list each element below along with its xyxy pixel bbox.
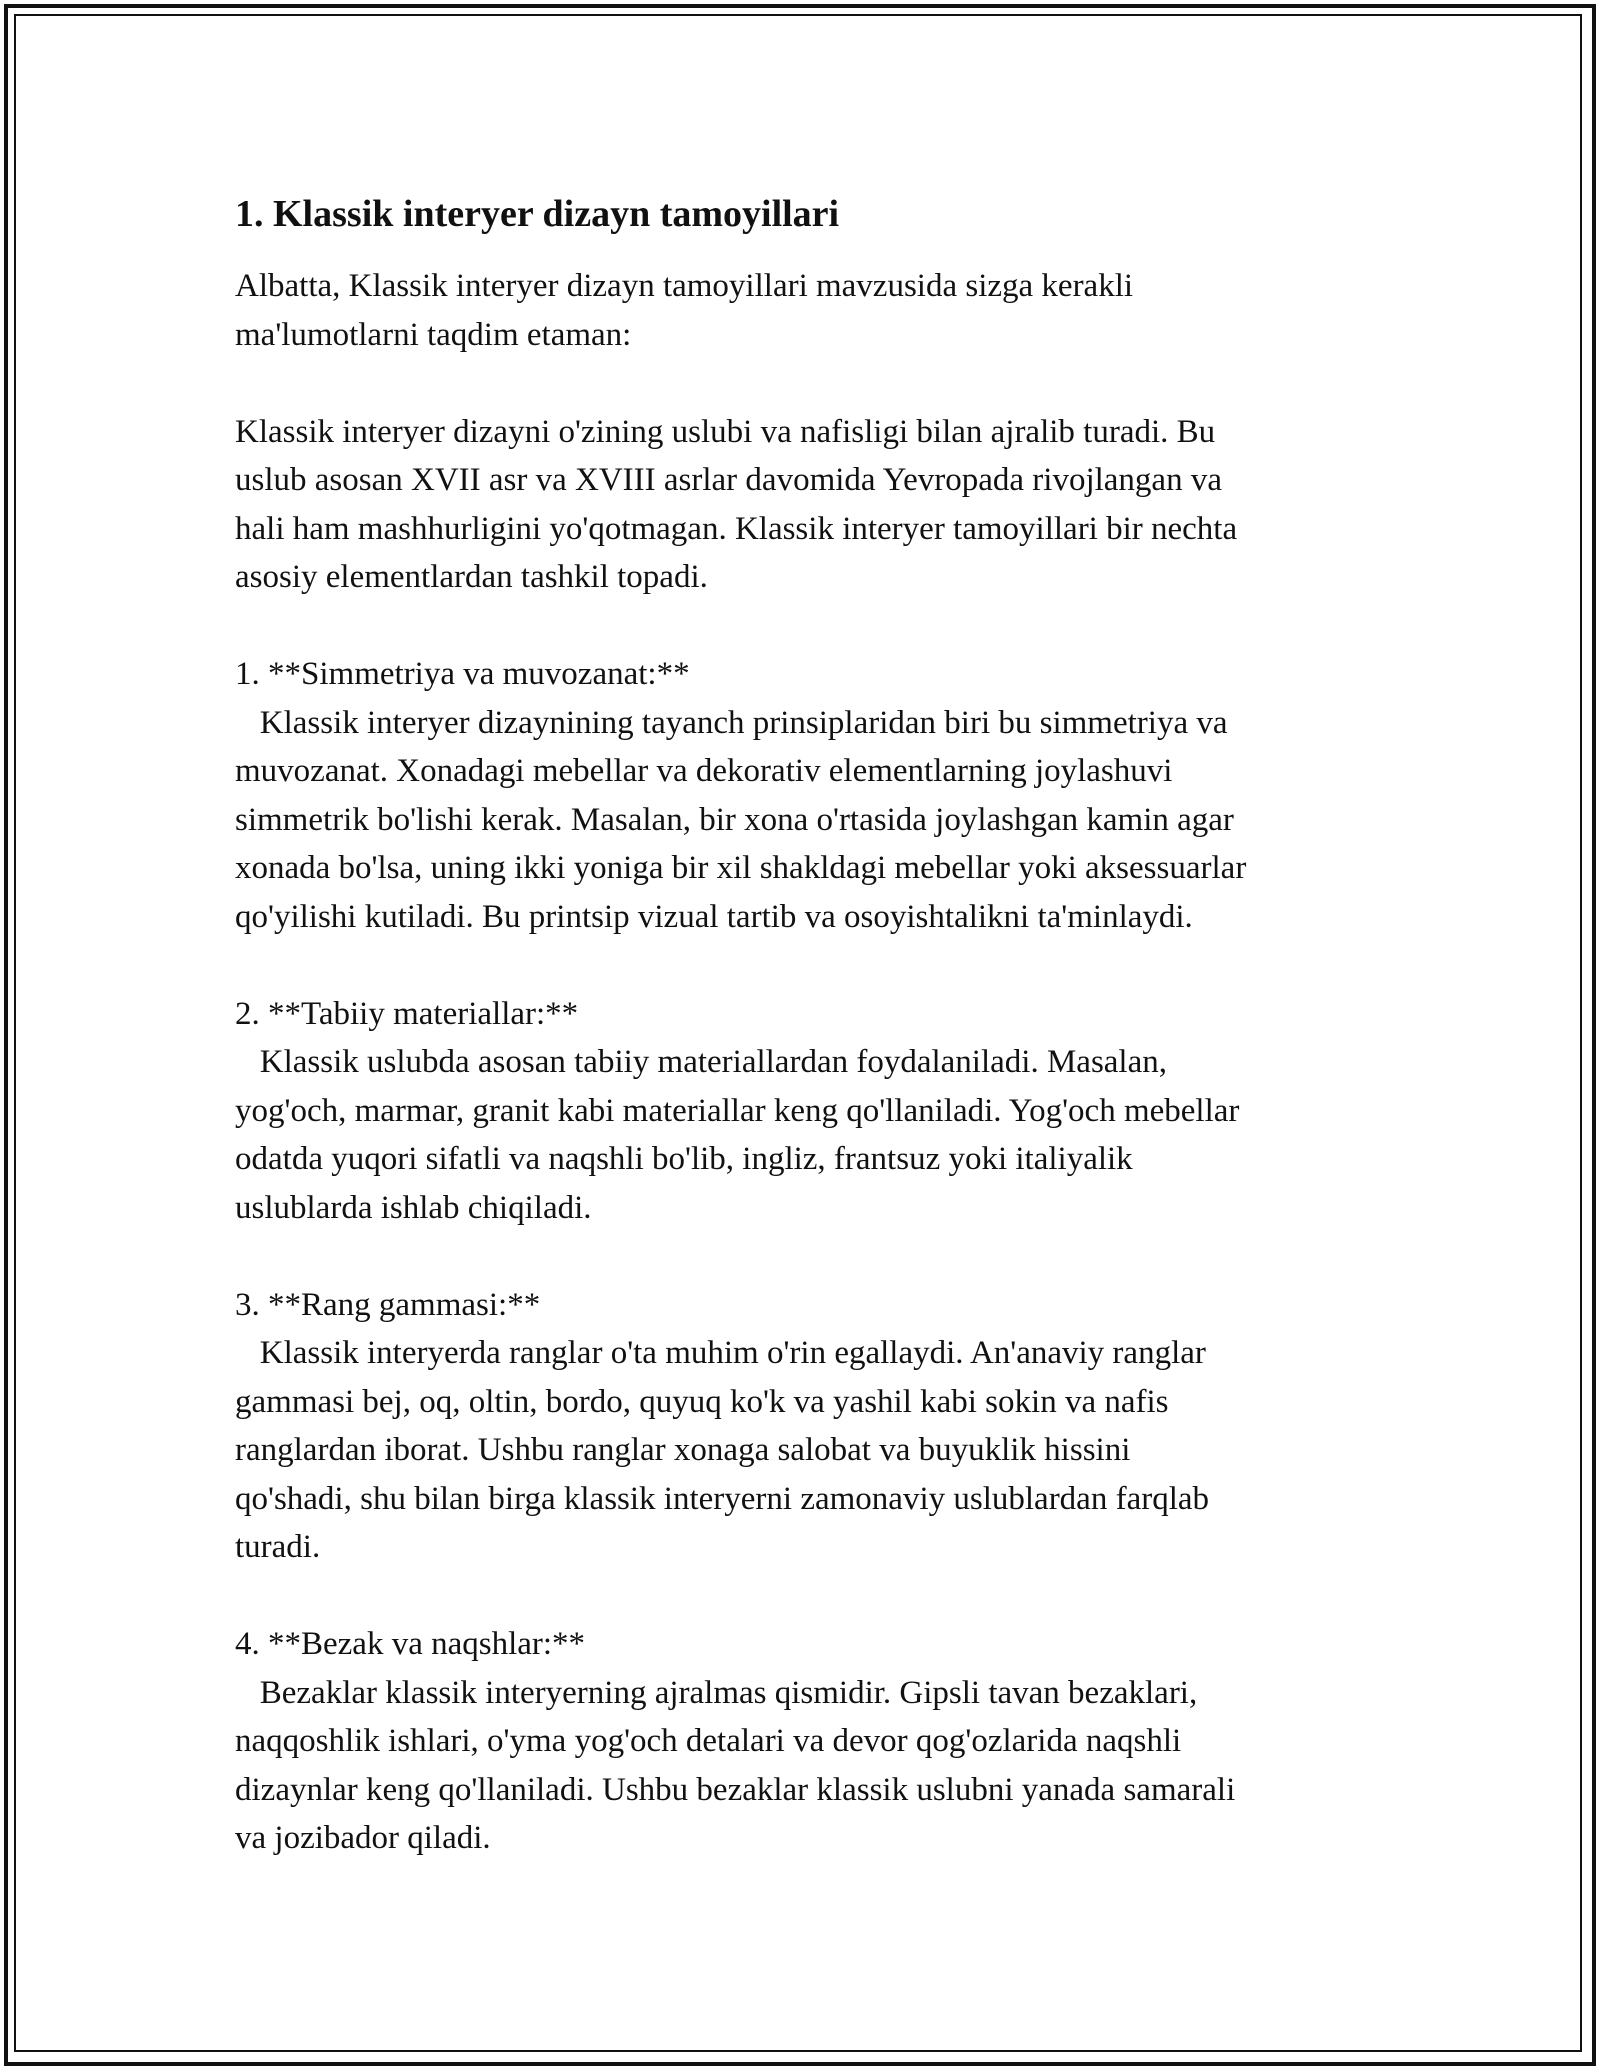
paragraph-spacer (235, 941, 1385, 990)
text-line: naqqoshlik ishlari, o'yma yog'och detalari va devor qog'ozlarida naqshli (235, 1723, 1182, 1759)
text-line: qo'shadi, shu bilan birga klassik interyerni zamonaviy uslublardan farqlab (235, 1480, 1210, 1517)
text-line: odatda yuqori sifatli va naqshli bo'lib, ingliz, frantsuz yoki italiyalik (235, 1141, 1133, 1177)
section-colors (235, 1281, 1385, 1572)
text-line: dizaynlar keng qo'llaniladi. Ushbu bezaklar klassik uslubni yanada samarali (235, 1771, 1236, 1808)
section-materials (235, 990, 1385, 1233)
text-line: Bezaklar klassik interyerning ajralmas qismidir. Gipsli tavan bezaklari, (235, 1674, 1198, 1711)
text-line: simmetrik bo'lishi kerak. Masalan, bir xona o'rtasida joylashgan kamin agar (235, 801, 1234, 838)
section-heading: 4. **Bezak va naqshlar:** (235, 1626, 586, 1662)
text-line: asosiy elementlardan tashkil topadi. (235, 559, 708, 595)
paragraph-spacer (235, 602, 1385, 651)
text-line: turadi. (235, 1529, 321, 1565)
document-title: 1. Klassik interyer dizayn tamoyillari (235, 193, 840, 235)
section-ornaments (235, 1620, 1385, 1863)
text-line: uslublarda ishlab chiqiladi. (235, 1189, 592, 1226)
text-line: Klassik interyer dizaynining tayanch prinsiplaridan biri bu simmetriya va (235, 704, 1228, 741)
text-line: qo'yilishi kutiladi. Bu printsip vizual tartib va osoyishtalikni ta'minlaydi. (235, 898, 1193, 935)
document-body (235, 188, 1385, 1863)
section-heading: 2. **Tabiiy materiallar:** (235, 995, 579, 1032)
paragraph-spacer (235, 1572, 1385, 1621)
text-line: yog'och, marmar, granit kabi materiallar keng qo'llaniladi. Yog'och mebellar (235, 1092, 1240, 1129)
section-heading: 1. **Simmetriya va muvozanat:** (235, 656, 690, 692)
section-heading: 3. **Rang gammasi:** (235, 1286, 541, 1323)
text-line: uslub asosan XVII asr va XVIII asrlar davomida Yevropada rivojlangan va (235, 462, 1222, 498)
text-line: ranglardan iborat. Ushbu ranglar xonaga salobat va buyuklik hissini (235, 1432, 1131, 1468)
text-line: Klassik uslubda asosan tabiiy materiallardan foydalaniladi. Masalan, (235, 1044, 1167, 1080)
text-line: gammasi bej, oq, oltin, bordo, quyuq ko'k va yashil kabi sokin va nafis (235, 1383, 1169, 1420)
text-line: Klassik interyer dizayni o'zining uslubi va nafisligi bilan ajralib turadi. Bu (235, 413, 1216, 450)
text-line: muvozanat. Xonadagi mebellar va dekorativ elementlarning joylashuvi (235, 753, 1173, 789)
text-line: xonada bo'lsa, uning ikki yoniga bir xil shakldagi mebellar yoki aksessuarlar (235, 850, 1247, 886)
section-symmetry (235, 650, 1385, 941)
text-line: ma'lumotlarni taqdim etaman: (235, 316, 632, 353)
text-line: Albatta, Klassik interyer dizayn tamoyillari mavzusida sizga kerakli (235, 268, 1134, 304)
intro-paragraph (235, 262, 1385, 359)
paragraph-spacer (235, 1232, 1385, 1281)
overview-paragraph (235, 408, 1385, 602)
text-line: Klassik interyerda ranglar o'ta muhim o'rin egallaydi. An'anaviy ranglar (235, 1335, 1206, 1371)
paragraph-spacer (235, 359, 1385, 408)
text-line: hali ham mashhurligini yo'qotmagan. Klassik interyer tamoyillari bir nechta (235, 510, 1238, 547)
text-line: va jozibador qiladi. (235, 1820, 491, 1856)
